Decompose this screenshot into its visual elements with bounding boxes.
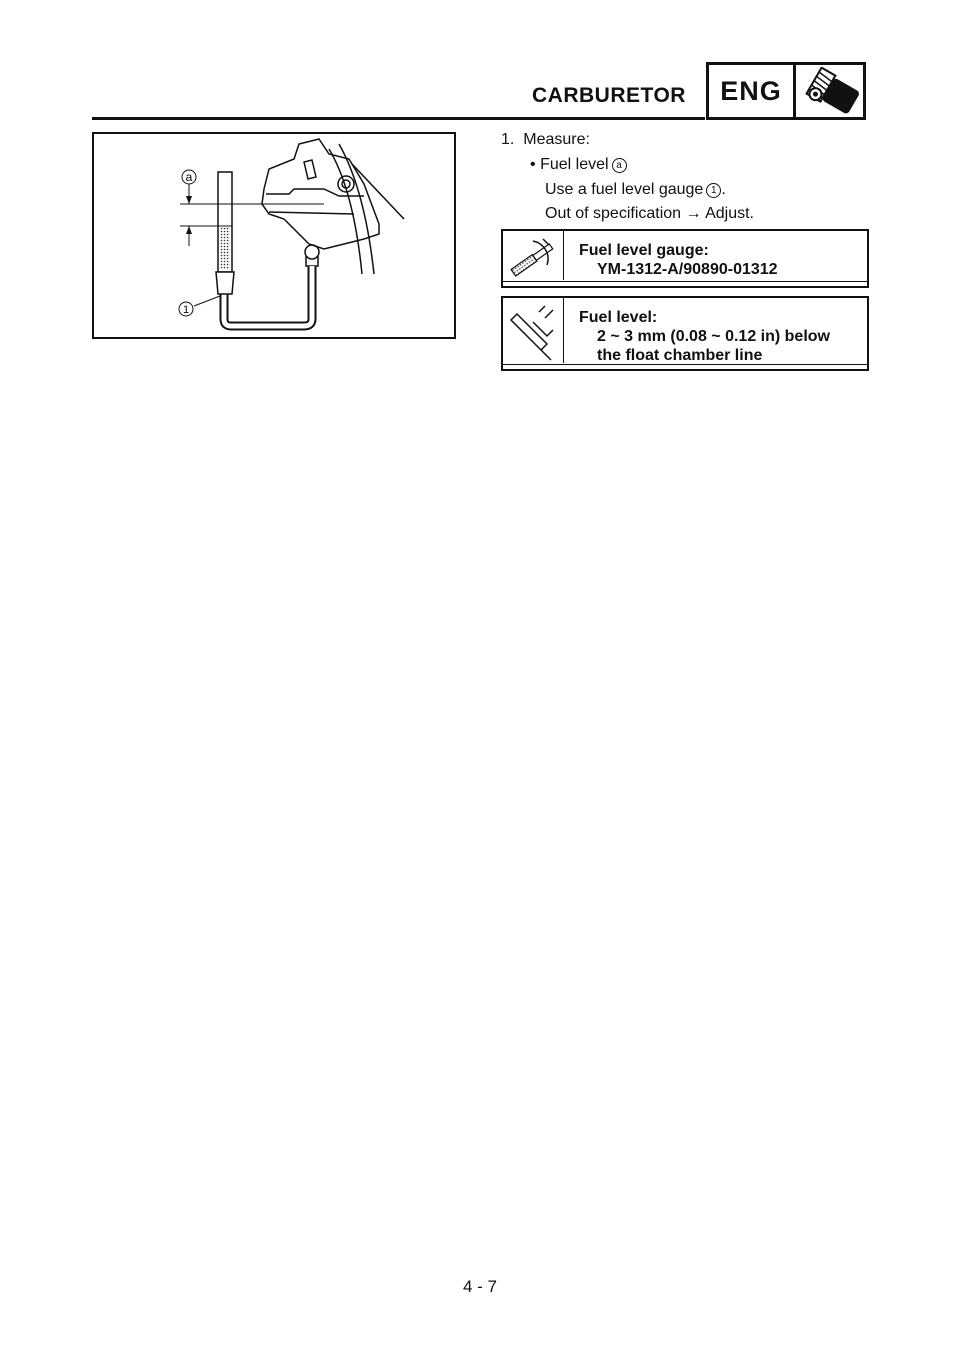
spec-box-rule [503, 364, 867, 365]
instruction-prefix: Use a fuel level gauge [545, 181, 704, 198]
tool-title: Fuel level gauge: [579, 242, 709, 259]
step-number: 1. [501, 131, 515, 148]
section-title: CARBURETOR [532, 84, 686, 107]
instruction-line [545, 180, 726, 200]
fuel-level-diagram [92, 132, 456, 339]
page-number: 4 - 7 [462, 1277, 498, 1296]
figure-label-a: a [185, 170, 193, 184]
item-text: Fuel level [540, 156, 609, 173]
tool-box-rule [503, 281, 867, 282]
bullet: • [530, 156, 536, 173]
eng-badge-label: ENG [709, 65, 796, 117]
step-line [501, 130, 590, 150]
special-tool-icon [503, 231, 564, 280]
spec-line-2: the float chamber line [597, 347, 763, 364]
spec-line-1: 2 ~ 3 mm (0.08 ~ 0.12 in) below [597, 328, 830, 345]
instruction-suffix: . [721, 181, 726, 198]
instruction-ref: 1 [706, 183, 721, 198]
tool-value: YM-1312-A/90890-01312 [597, 261, 778, 278]
figure-label-1: 1 [182, 304, 190, 316]
step-label: Measure: [523, 131, 590, 148]
item-ref: a [612, 158, 627, 173]
bullet-line [530, 155, 627, 175]
out-of-spec-line: Out of specification → Adjust. [545, 205, 754, 222]
tool-box [501, 229, 869, 288]
spec-title: Fuel level: [579, 309, 658, 326]
header-rule [92, 117, 705, 120]
spec-box [501, 296, 869, 371]
caliper-icon [503, 298, 564, 363]
eng-badge [706, 62, 866, 120]
bolt-wrench-icon [796, 65, 863, 117]
